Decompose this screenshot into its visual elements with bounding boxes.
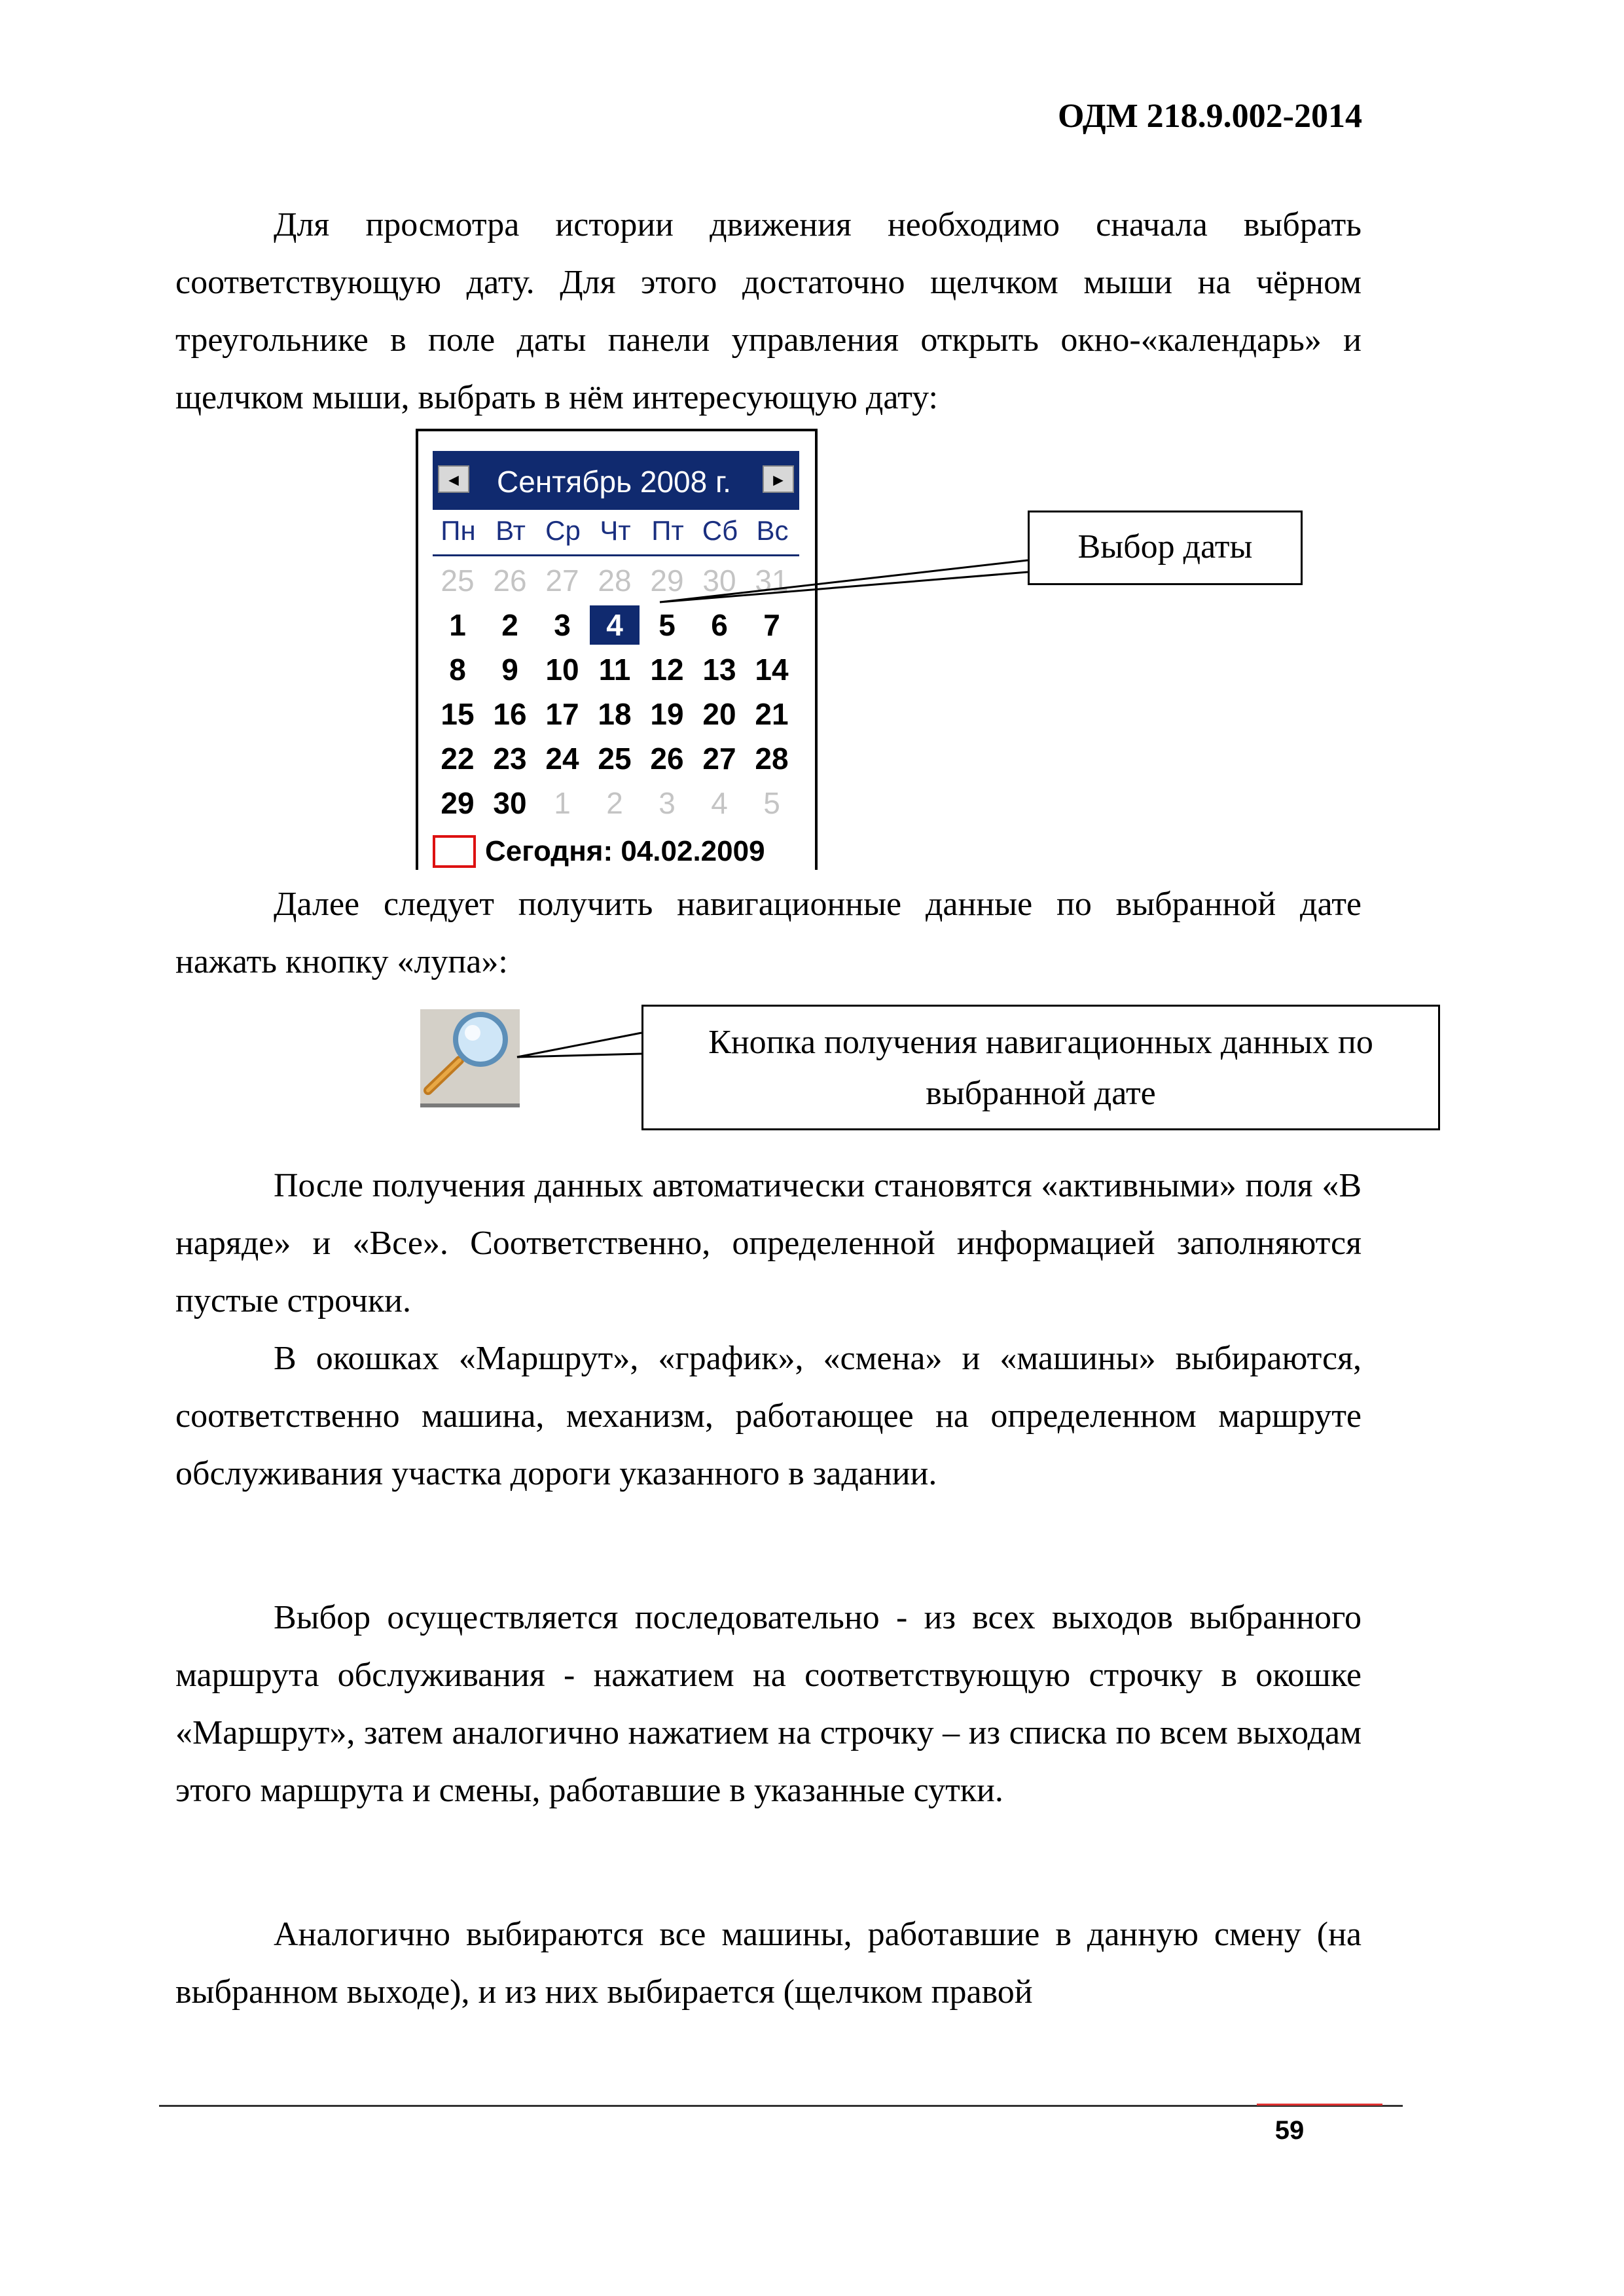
calendar-day[interactable]: 27 (702, 742, 736, 776)
calendar-day[interactable]: 11 (598, 653, 631, 687)
calendar-day[interactable]: 19 (650, 697, 684, 731)
calendar-day[interactable]: 21 (755, 697, 789, 731)
calendar-day[interactable]: 16 (493, 697, 527, 731)
paragraph-6: Аналогично выбираются все машины, работавшие в данную смену (на выбранном выходе), и из них выбирается (щелчком правой (175, 1916, 1362, 2011)
calendar-day[interactable]: 9 (501, 653, 518, 687)
calendar-day[interactable]: 12 (650, 653, 684, 687)
calendar-day[interactable]: 13 (702, 653, 736, 687)
paragraph-1: Для просмотра истории движения необходимо сначала выбрать соответствующую дату. Для этого достаточно щелчком мыши на чёрном треугольнике в поле даты панели управления открыть окно-«календарь» и щелчком мыши, выбрать в нём интересующую дату: (175, 206, 1362, 416)
calendar-month-title: Сентябрь 2008 г. (497, 465, 731, 499)
weekday-label: Пн (441, 515, 476, 546)
calendar-day-other-month[interactable]: 3 (659, 786, 676, 820)
footer-divider (159, 2105, 1403, 2107)
calendar-day[interactable]: 28 (755, 742, 789, 776)
calendar-day-other-month[interactable]: 30 (702, 564, 736, 598)
calendar-day-other-month[interactable]: 1 (554, 786, 571, 820)
calendar-day[interactable]: 5 (659, 608, 676, 642)
prev-month-arrow-icon[interactable]: ◄ (438, 465, 469, 493)
paragraph-5: Выбор осуществляется последовательно - из всех выходов выбранного маршрута обслуживания - нажатием на соответствующую строчку в окошке «Маршрут», затем аналогично нажатием на строчку – из списка по всем выходам этого маршрута и смены, работавшие в указанные сутки. (175, 1599, 1362, 1809)
weekday-label: Вт (496, 515, 526, 546)
calendar-day[interactable]: 30 (493, 786, 527, 820)
calendar-day[interactable]: 25 (598, 742, 632, 776)
calendar-day-other-month[interactable]: 5 (763, 786, 780, 820)
weekday-label: Сб (702, 515, 738, 546)
page-number: 59 (1274, 2116, 1305, 2145)
calendar-day[interactable]: 6 (711, 608, 728, 642)
calendar-day[interactable]: 2 (501, 608, 518, 642)
today-label: Сегодня: 04.02.2009 (485, 835, 765, 867)
calendar-day[interactable]: 22 (441, 742, 475, 776)
calendar-day-other-month[interactable]: 4 (711, 786, 728, 820)
weekday-label: Ср (545, 515, 581, 546)
next-month-arrow-icon[interactable]: ► (763, 465, 794, 493)
calendar-day-other-month[interactable]: 2 (606, 786, 623, 820)
calendar-day-other-month[interactable]: 25 (441, 564, 475, 598)
footer-accent-line (1257, 2104, 1382, 2106)
callout-nav-button: Кнопка получения навигационных данных по выбранной дате (641, 1005, 1440, 1130)
calendar-day-other-month[interactable]: 28 (598, 564, 632, 598)
calendar-day[interactable]: 8 (449, 653, 466, 687)
calendar-day[interactable]: 3 (554, 608, 571, 642)
calendar-day[interactable]: 18 (598, 697, 632, 731)
paragraph-4: В окошках «Маршрут», «график», «смена» и «машины» выбираются, соответственно машина, механизм, работающее на определенном маршруте обслуживания участка дороги указанного в задании. (175, 1340, 1362, 1492)
weekday-label: Вс (756, 515, 789, 546)
calendar-day[interactable]: 17 (545, 697, 579, 731)
calendar-day[interactable]: 1 (449, 608, 466, 642)
calendar-day-selected[interactable]: 4 (590, 605, 640, 645)
calendar-day[interactable]: 10 (545, 653, 579, 687)
callout-date-select: Выбор даты (1028, 511, 1303, 585)
paragraph-2: Далее следует получить навигационные данные по выбранной дате нажать кнопку «лупа»: (175, 886, 1362, 980)
paragraph-3: После получения данных автоматически становятся «активными» поля «В наряде» и «Все». Соответственно, определенной информацией заполняются пустые строчки. (175, 1167, 1362, 1319)
document-code: ОДМ 218.9.002-2014 (1057, 98, 1362, 135)
calendar-day[interactable]: 29 (441, 786, 475, 820)
calendar-day[interactable]: 23 (493, 742, 527, 776)
calendar-day[interactable]: 7 (763, 608, 780, 642)
calendar-day-other-month[interactable]: 27 (545, 564, 579, 598)
calendar-day-other-month[interactable]: 31 (755, 564, 789, 598)
calendar-day[interactable]: 14 (755, 653, 789, 687)
weekday-label: Пт (651, 515, 684, 546)
calendar-day-other-month[interactable]: 26 (493, 564, 527, 598)
weekday-label: Чт (600, 515, 631, 546)
calendar-day-other-month[interactable]: 29 (650, 564, 684, 598)
calendar-day[interactable]: 15 (441, 697, 475, 731)
calendar-day[interactable]: 20 (702, 697, 736, 731)
calendar-day[interactable]: 24 (545, 742, 579, 776)
calendar-day[interactable]: 26 (650, 742, 684, 776)
